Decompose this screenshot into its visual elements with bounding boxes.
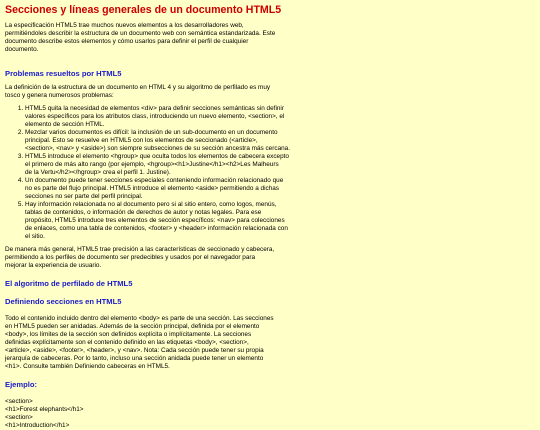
- algorithm-heading: El algoritmo de perfilado de HTML5: [5, 279, 133, 288]
- list-item-line: HTML5 quita la necesidad de elementos <div> para definir secciones semánticas sin definir: [25, 105, 284, 112]
- code-line: <h1>Forest elephants</h1>: [5, 406, 84, 413]
- page-title: Secciones y líneas generales de un documento HTML5: [5, 4, 282, 16]
- list-item-line: tablas de contenidos, o información de derechos de autor y notas legales. Para ese: [25, 209, 262, 216]
- problems-list: [5, 105, 535, 241]
- list-item-line: elemento de sección HTML.: [25, 121, 105, 128]
- list-item-line: el primero de más alto rango (por ejemplo, <hgroup><h1>Justine</h1><h2>Les Malheurs: [25, 161, 279, 168]
- problems-intro-line: La definición de la estructura de un documento en HTML 4 y su algoritmo de perfilado es muy: [5, 84, 271, 91]
- list-item-line: <section>, <nav> y <aside>) son siempre subsecciones de su sección ancestra más cercana.: [25, 145, 291, 152]
- problems-intro: [5, 84, 535, 100]
- list-item-line: el sitio.: [25, 233, 45, 240]
- list-item-line: no es parte del flujo principal. HTML5 introduce el elemento <aside> permitiendo a dichas: [25, 185, 279, 192]
- summary-line: mejorar la experiencia de usuario.: [5, 262, 102, 269]
- list-item-line: HTML5 introduce el elemento <hgroup> que oculta todos los elementos de cabecera excepto: [25, 153, 289, 160]
- list-item: [25, 201, 535, 241]
- sections-line: definidas explícitamente son el contenido definido en las etiquetas <body>, <section>,: [5, 339, 249, 346]
- sections-line: en HTML5 pueden ser anidadas. Además de la sección principal, definida por el elemento: [5, 323, 260, 330]
- intro-line: documento.: [5, 46, 39, 53]
- list-item-line: Mezclar varios documentos es difícil: la inclusión de un sub-documento en un documento: [25, 129, 278, 136]
- sections-line: <h1>. Consulte también Definiendo cabeceras en HTML5.: [5, 363, 170, 370]
- problems-intro-line: tosco y genera numerosos problemas:: [5, 92, 114, 99]
- list-item-line: de enlaces, como una tabla de contenidos, <footer> y <header> información relacionada con: [25, 225, 288, 232]
- example-code-block: [5, 398, 535, 430]
- sections-heading: Definiendo secciones en HTML5: [5, 297, 122, 306]
- code-line: <h1>Introduction</h1>: [5, 422, 70, 429]
- code-line: <section>: [5, 398, 33, 405]
- list-item: [25, 177, 535, 201]
- sections-paragraph: [5, 315, 535, 371]
- problems-heading: Problemas resueltos por HTML5: [5, 69, 122, 78]
- sections-line: jerarquía de cabeceras. Por lo tanto, incluso una sección anidada puede tener un elemento: [5, 355, 264, 362]
- intro-paragraph: [5, 22, 535, 54]
- intro-line: La especificación HTML5 trae muchos nuevos elementos a los desarrolladores web,: [5, 22, 244, 29]
- list-item-line: valores específicos para los atributos class, introduciendo un nuevo elemento, <section>, el: [25, 113, 285, 120]
- list-item: [25, 129, 535, 153]
- sections-line: Todo el contenido incluido dentro del elemento <body> es parte de una sección. Las secciones: [5, 315, 274, 322]
- list-item: [25, 105, 535, 129]
- code-line: <section>: [5, 414, 33, 421]
- problems-summary: [5, 246, 535, 270]
- list-item-line: principal. Esto se resuelve en HTML5 con los elementos de seccionado (<article>,: [25, 137, 258, 144]
- summary-line: De manera más general, HTML5 trae precisión a las características de seccionado y cabecera,: [5, 246, 275, 253]
- list-item-line: Un documento puede tener secciones especiales conteniendo información relacionado que: [25, 177, 284, 184]
- intro-line: permitiéndoles describir la estructura de un documento web con semántica estandarizada. Este: [5, 30, 276, 37]
- intro-line: documento describe estos elementos y cómo usarlos para definir el perfil de cualquier: [5, 38, 249, 45]
- summary-line: permitiendo a los perfiles de documento ser predecibles y usados por el navegador para: [5, 254, 256, 261]
- sections-line: <article>, <aside>, <footer>, <header>, y <nav>. Nota: Cada sección puede tener su propia: [5, 347, 264, 354]
- sections-line: <body>, los límites de la sección son definidos explícita o implícitamente. La secciones: [5, 331, 252, 338]
- list-item: [25, 153, 535, 177]
- list-item-line: secciones no ser parte del perfil principal.: [25, 193, 143, 200]
- list-item-line: de la Vertu</h2></hgroup> crea el perfil 1. Justine).: [25, 169, 171, 176]
- example-heading: Ejemplo:: [5, 380, 38, 389]
- list-item-line: propósito, HTML5 introduce tres elementos de sección específicos: <nav> para colecciones: [25, 217, 285, 224]
- list-item-line: Hay información relacionada no al documento pero si al sitio entero, como logos, menús,: [25, 201, 277, 208]
